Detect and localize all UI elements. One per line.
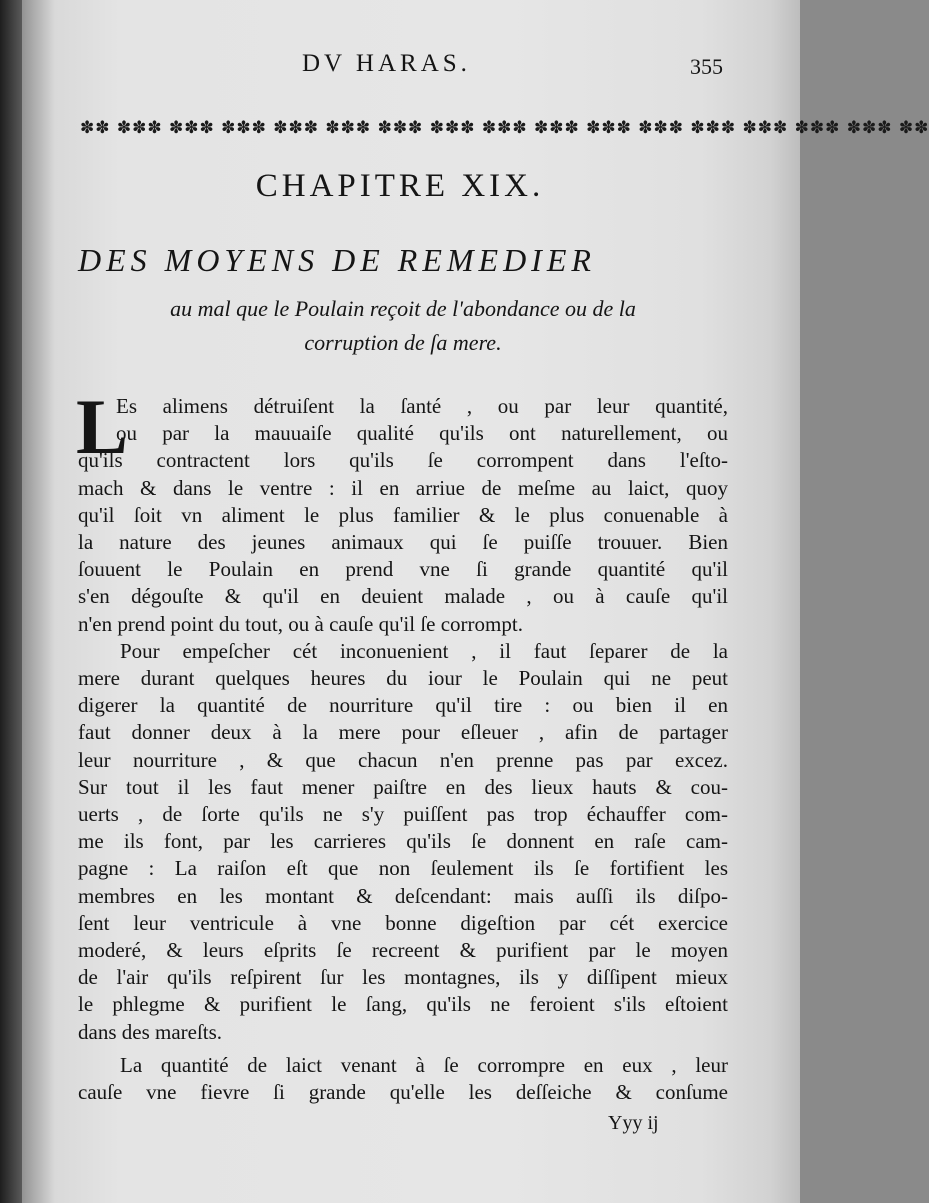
body-line: digerer la quantité de nourriture qu'il tire : ou bien il en [78,693,728,718]
ornament-band: ✽✽ ✽✽✽ ✽✽✽ ✽✽✽ ✽✽✽ ✽✽✽ ✽✽✽ ✽✽✽ ✽✽✽ ✽✽✽ ✽✽✽ ✽✽✽ ✽✽✽ ✽✽✽ ✽✽✽ ✽✽✽ ✽✽ [80,118,929,138]
body-line: de l'air qu'ils reſpirent ſur les montagnes, ils y diſſipent mieux [78,965,728,990]
body-line: dans des mareſts. [78,1019,223,1044]
body-line: me ils font, par les carrieres qu'ils ſe donnent en raſe cam- [78,829,728,854]
body-line: le phlegme & purifient le ſang, qu'ils ne feroient s'ils eſtoient [78,992,728,1017]
running-head [0,44,800,84]
body-line: s'en dégouſte & qu'il en deuient malade , ou à cauſe qu'il [78,584,728,609]
body-line: Es alimens détruiſent la ſanté , ou par leur quantité, [116,394,728,418]
body-line: faut donner deux à la mere pour eſleuer , afin de partager [78,720,728,745]
body-line: Sur tout il les faut mener paiſtre en des lieux hauts & cou- [78,774,728,799]
section-heading: DES MOYENS DE REMEDIER [78,242,596,278]
body-line: cauſe vne fievre ſi grande qu'elle les deſſeiche & conſume [78,1080,728,1104]
body-line: mach & dans le ventre : il en arriue de meſme au laict, quoy [78,475,728,500]
body-line: ſent leur ventricule à vne bonne digeſtion par cét exercice [78,910,728,935]
body-line: pagne : La raiſon eſt que non ſeulement ils ſe fortifient les [78,856,728,881]
page-number: 355 [690,54,723,79]
body-line: ſouuent le Poulain en prend vne ſi grande quantité qu'il [78,557,728,582]
body-line: qu'ils contractent lors qu'ils ſe corrompent dans l'eſto- [78,448,728,473]
body-line: membres en les montant & deſcendant: mais auſſi ils diſpo- [78,883,728,908]
running-title: DV HARAS. [302,50,471,77]
chapter-title: CHAPITRE XIX. [255,168,545,204]
body-line: Pour empeſcher cét inconuenient , il faut ſeparer de la [120,638,728,663]
body-line: uerts , de ſorte qu'ils ne s'y puiſſent pas trop échauffer com- [78,802,728,826]
body-line: la nature des jeunes animaux qui ſe puiſſe trouuer. Bien [78,530,728,554]
signature-mark: Yyy ij [608,1112,659,1134]
body-line: qu'il ſoit vn aliment le plus familier & le plus conuenable à [78,502,728,527]
body-line: moderé, & leurs eſprits ſe recreent & purifient par le moyen [78,938,728,962]
drop-cap: L [76,383,129,470]
body-line: n'en prend point du tout, ou à cauſe qu'il ſe corrompt. [78,611,523,636]
subtitle-line-1: au mal que le Poulain reçoit de l'abondance ou de la [170,296,636,321]
body-line: leur nourriture , & que chacun n'en prenne pas par excez. [78,747,728,772]
body-line: mere durant quelques heures du iour le Poulain qui ne peut [78,666,728,690]
body-line: La quantité de laict venant à ſe corrompre en eux , leur [120,1052,728,1077]
body-line: ou par la mauuaiſe qualité qu'ils ont naturellement, ou [116,421,728,446]
subtitle-line-2: corruption de ſa mere. [304,330,502,355]
section-subtitle [78,292,728,360]
